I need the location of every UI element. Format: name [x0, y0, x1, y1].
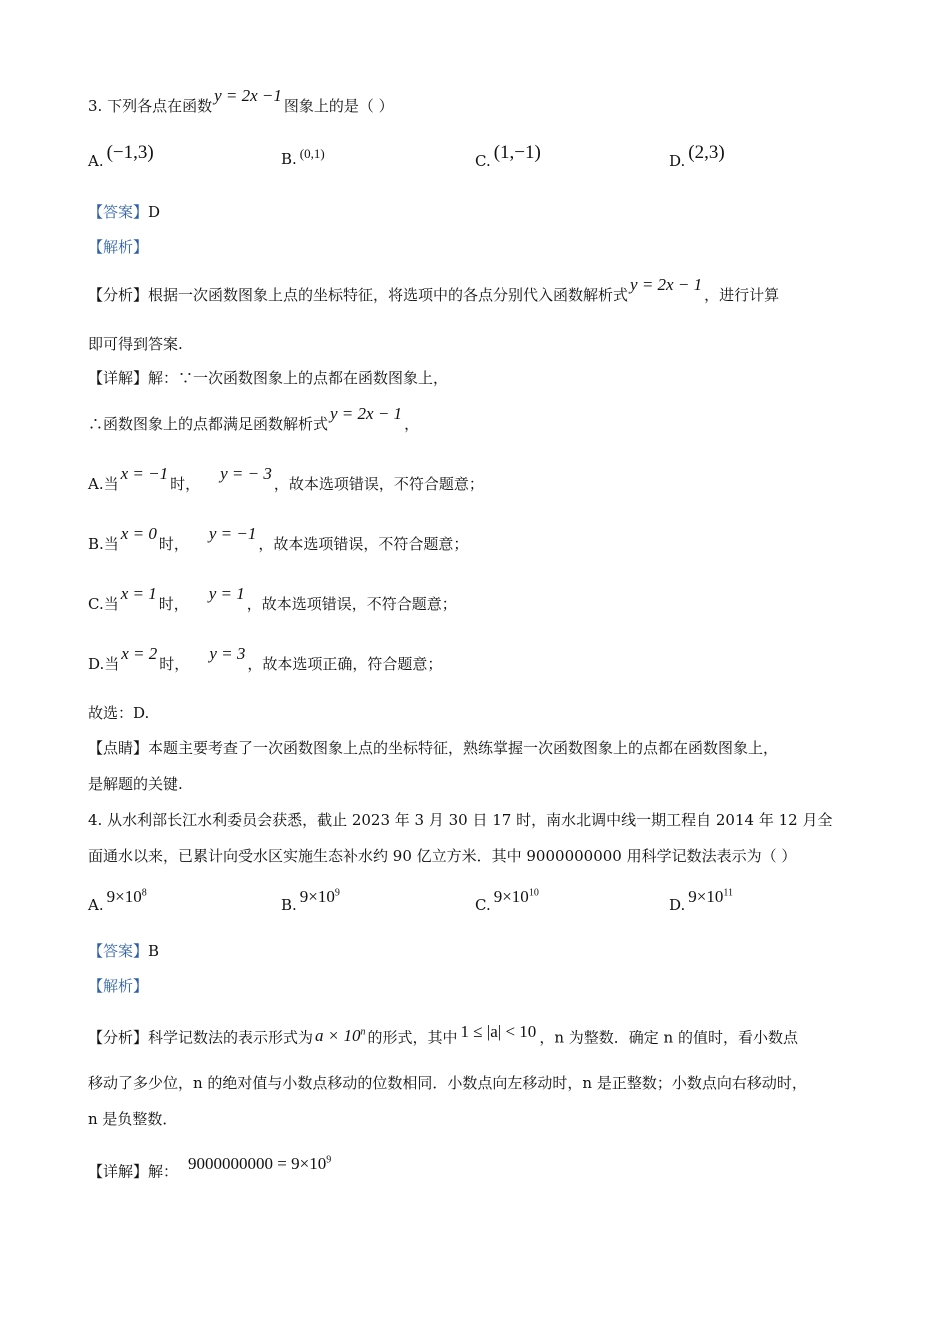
analysis-text: ，进行计算	[704, 286, 780, 304]
analysis-tag: 【分析】	[88, 286, 149, 304]
q4-answer	[88, 941, 159, 961]
q4-analysis-line2	[88, 1073, 807, 1093]
case-mid: 时，	[170, 475, 201, 493]
comment-tag: 【点睛】	[88, 739, 149, 757]
detail-text: ∴函数图象上的点都满足函数解析式	[88, 415, 329, 433]
case-pre: C.当	[88, 595, 119, 613]
option-math: (−1,3)	[106, 142, 154, 163]
detail-text: 解：∵一次函数图象上的点都在函数图象上，	[148, 369, 449, 387]
analysis-text: 根据一次函数图象上点的坐标特征，将选项中的各点分别代入函数解析式	[148, 286, 629, 304]
analysis-text: 的形式，其中	[367, 1028, 458, 1047]
option-letter: D.	[669, 896, 686, 914]
detail-tag: 【详解】	[88, 1162, 149, 1181]
q3-case-a	[88, 464, 484, 494]
q4-stem-line2	[88, 846, 796, 866]
case-pre: B.当	[88, 535, 119, 553]
q3-conclusion	[88, 703, 149, 723]
analysis-math: y = 2x − 1	[630, 275, 703, 294]
q3-case-d	[88, 644, 443, 674]
answer-tag: 【答案】	[88, 203, 149, 221]
case-y: y = 1	[208, 584, 245, 603]
q3-option-a	[88, 142, 157, 172]
option-exp: 9	[334, 887, 340, 899]
q3-option-b	[281, 146, 328, 168]
detail-math-exp: 9	[326, 1154, 332, 1165]
case-x: x = 1	[120, 584, 157, 603]
case-x: x = 2	[121, 644, 158, 663]
analysis-inequality: 1 ≤ |a| < 10	[460, 1021, 537, 1041]
case-y: y = −1	[208, 524, 257, 543]
q4-option-b	[281, 887, 343, 915]
comment-text: 是解题的关键.	[88, 775, 183, 793]
detail-math: 9000000000 = 9×10	[188, 1153, 327, 1173]
analysis-math: a × 10	[315, 1025, 361, 1045]
q3-jiexi	[88, 237, 148, 257]
q3-option-d	[669, 142, 728, 172]
q3-option-c	[475, 142, 544, 172]
q4-option-a	[88, 887, 150, 915]
answer-tag: 【答案】	[88, 942, 149, 960]
analysis-text: ，n 为整数．确定 n 的值时，看小数点	[539, 1028, 798, 1047]
q3-answer	[88, 202, 160, 222]
option-letter: A.	[88, 896, 104, 914]
q3-stem-math: y = 2x −1	[214, 86, 282, 105]
q4-stem-text: 面通水以来，已累计向受水区实施生态补水约 90 亿立方米．其中 9000000000 用科学记数法表示为（ ）	[88, 847, 797, 865]
option-exp: 8	[141, 887, 147, 899]
jiexi-tag: 【解析】	[88, 977, 149, 995]
q4-stem-line1	[88, 810, 832, 830]
q3-detail-line1	[88, 368, 448, 388]
q4-stem-text: 4. 从水利部长江水利委员会获悉，截止 2023 年 3 月 30 日 17 时，南水北调中线一期工程自 2014 年 12 月全	[88, 811, 833, 829]
detail-text: 解：	[148, 1162, 179, 1181]
option-letter: D.	[669, 152, 686, 170]
case-mid: 时，	[158, 595, 189, 613]
case-post: ，故本选项正确，符合题意；	[247, 655, 443, 673]
option-letter: C.	[475, 152, 491, 170]
q4-jiexi	[88, 976, 148, 996]
answer-value: D	[148, 203, 161, 221]
q4-option-c	[475, 887, 542, 915]
option-letter: B.	[281, 150, 297, 168]
analysis-text: 科学记数法的表示形式为	[148, 1028, 314, 1047]
option-letter: B.	[281, 896, 297, 914]
case-x: x = −1	[120, 464, 169, 483]
option-math: (0,1)	[299, 146, 325, 161]
q4-option-d	[669, 887, 736, 915]
option-letter: C.	[475, 896, 491, 914]
detail-tag: 【详解】	[88, 369, 149, 387]
option-math: (1,−1)	[493, 142, 541, 163]
analysis-text: 即可得到答案.	[88, 335, 183, 353]
case-pre: D.当	[88, 655, 120, 673]
jiexi-tag: 【解析】	[88, 238, 149, 256]
analysis-tag: 【分析】	[88, 1028, 149, 1047]
detail-text: ，	[404, 415, 420, 433]
detail-math: y = 2x − 1	[330, 404, 403, 423]
case-pre: A.当	[88, 475, 119, 493]
case-y: y = − 3	[220, 464, 272, 483]
case-mid: 时，	[158, 535, 189, 553]
option-math: (2,3)	[688, 142, 725, 163]
q3-stem-post: 图象上的是（ ）	[283, 97, 394, 115]
option-base: 9×10	[688, 887, 724, 906]
q3-detail-line2	[88, 404, 420, 434]
q4-analysis-line3	[88, 1109, 177, 1129]
analysis-math-exp: n	[360, 1026, 366, 1037]
option-base: 9×10	[493, 887, 529, 906]
q3-stem	[88, 86, 394, 116]
case-x: x = 0	[120, 524, 157, 543]
comment-text: 本题主要考查了一次函数图象上点的坐标特征，熟练掌握一次函数图象上的点都在函数图象上，	[148, 739, 779, 757]
q3-case-b	[88, 524, 469, 554]
option-base: 9×10	[106, 887, 142, 906]
analysis-text: n 是负整数．	[88, 1110, 178, 1128]
q3-comment-line1	[88, 738, 778, 758]
option-exp: 10	[528, 887, 539, 899]
q3-analysis-line1	[88, 275, 780, 305]
option-exp: 11	[723, 887, 733, 899]
case-mid: 时，	[159, 655, 190, 673]
analysis-text: 移动了多少位，n 的绝对值与小数点移动的位数相同．小数点向左移动时，n 是正整数；小数点向右移动时，	[88, 1074, 807, 1092]
q3-case-c	[88, 584, 457, 614]
case-post: ，故本选项错误，不符合题意；	[258, 535, 469, 553]
option-letter: A.	[88, 152, 104, 170]
q4-detail	[88, 1153, 334, 1182]
option-base: 9×10	[299, 887, 335, 906]
case-post: ，故本选项错误，不符合题意；	[273, 475, 484, 493]
q3-stem-pre: 3. 下列各点在函数	[88, 97, 213, 115]
q3-analysis-line2	[88, 334, 183, 354]
conclusion-text: 故选：D.	[88, 704, 150, 722]
case-y: y = 3	[209, 644, 246, 663]
q4-analysis-line1	[88, 1021, 798, 1048]
answer-value: B	[148, 942, 160, 960]
case-post: ，故本选项错误，不符合题意；	[246, 595, 457, 613]
q3-comment-line2	[88, 774, 183, 794]
